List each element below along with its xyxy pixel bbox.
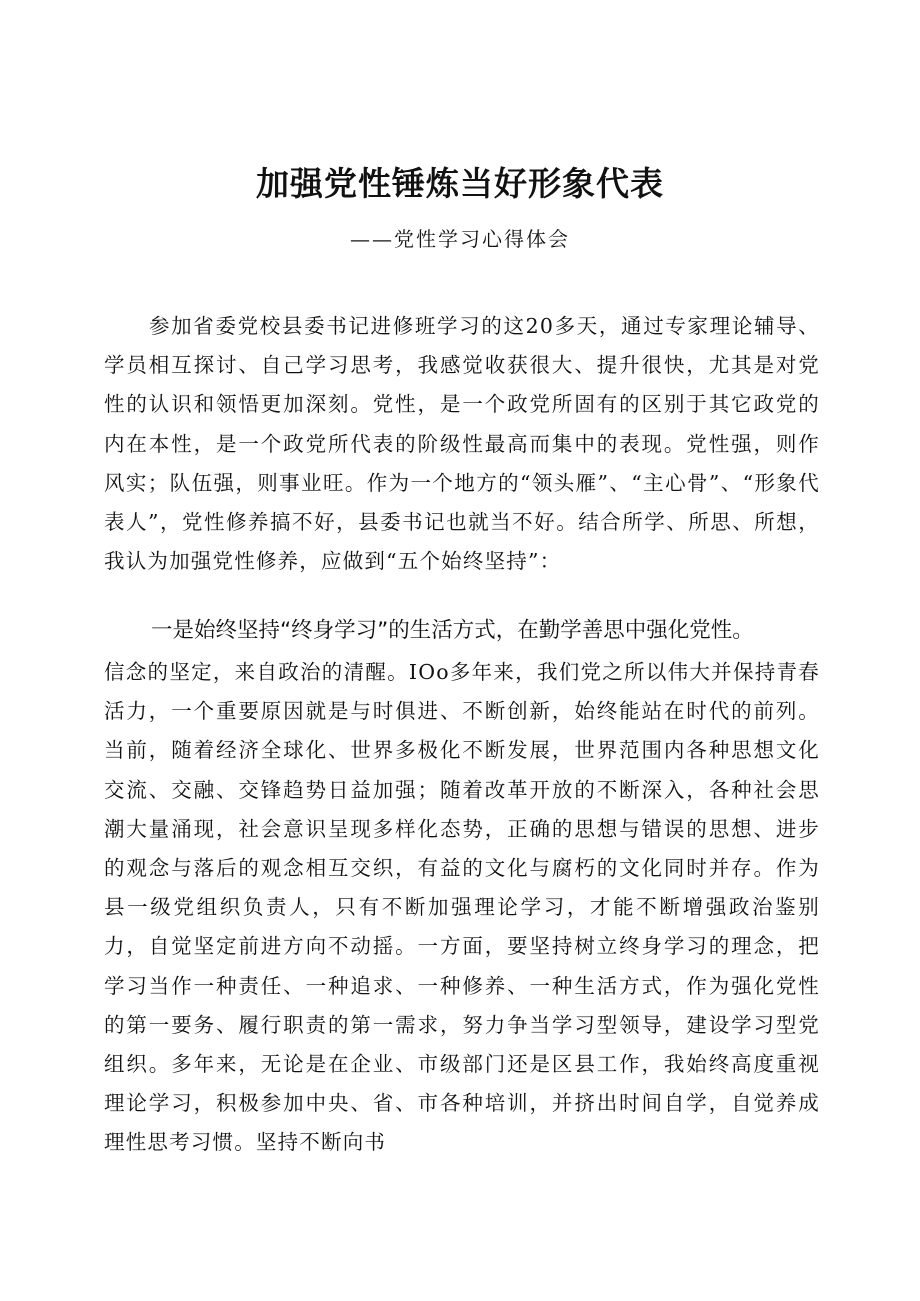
- intro-paragraph: 参加省委党校县委书记进修班学习的这20多天，通过专家理论辅导、学员相互探讨、自己学习思考，我感觉收获很大、提升很快，尤其是对党性的认识和领悟更加深刻。党性，是一个政党所固有的区别于其它政党的内在本性，是一个政党所代表的阶级性最高而集中的表现。党性强，则作风实；队伍强，则事业旺。作为一个地方的“领头雁”、“主心骨”、“形象代表人”，党性修养搞不好，县委书记也就当不好。结合所学、所思、所想，我认为加强党性修养，应做到“五个始终坚持”：: [104, 314, 820, 574]
- document-subtitle: ——党性学习心得体会: [350, 227, 570, 251]
- document-title: 加强党性锤炼当好形象代表: [256, 164, 664, 203]
- section-one-body: 信念的坚定，来自政治的清醒。IOo多年来，我们党之所以伟大并保持青春活力，一个重要原因就是与时俱进、不断创新，始终能站在时代的前列。当前，随着经济全球化、世界多极化不断发展，世界范围内各种思想文化交流、交融、交锋趋势日益加强；随着改革开放的不断深入，各种社会思潮大量涌现，社会意识呈现多样化态势，正确的思想与错误的思想、进步的观念与落后的观念相互交织，有益的文化与腐朽的文化同时并存。作为县一级党组织负责人，只有不断加强理论学习，才能不断增强政治鉴别力，自觉坚定前进方向不动摇。一方面，要坚持树立终身学习的理念，把学习当作一种责任、一种追求、一种修养、一种生活方式，作为强化党性的第一要务、履行职责的第一需求，努力争当学习型领导，建设学习型党组织。多年来，无论是在企业、市级部门还是区县工作，我始终高度重视理论学习，积极参加中央、省、市各种培训，并挤出时间自学，自觉养成理性思考习惯。坚持不断向书: [104, 660, 820, 1155]
- section-one-heading: 一是始终坚持“终身学习”的生活方式，在勤学善思中强化党性。: [151, 618, 754, 643]
